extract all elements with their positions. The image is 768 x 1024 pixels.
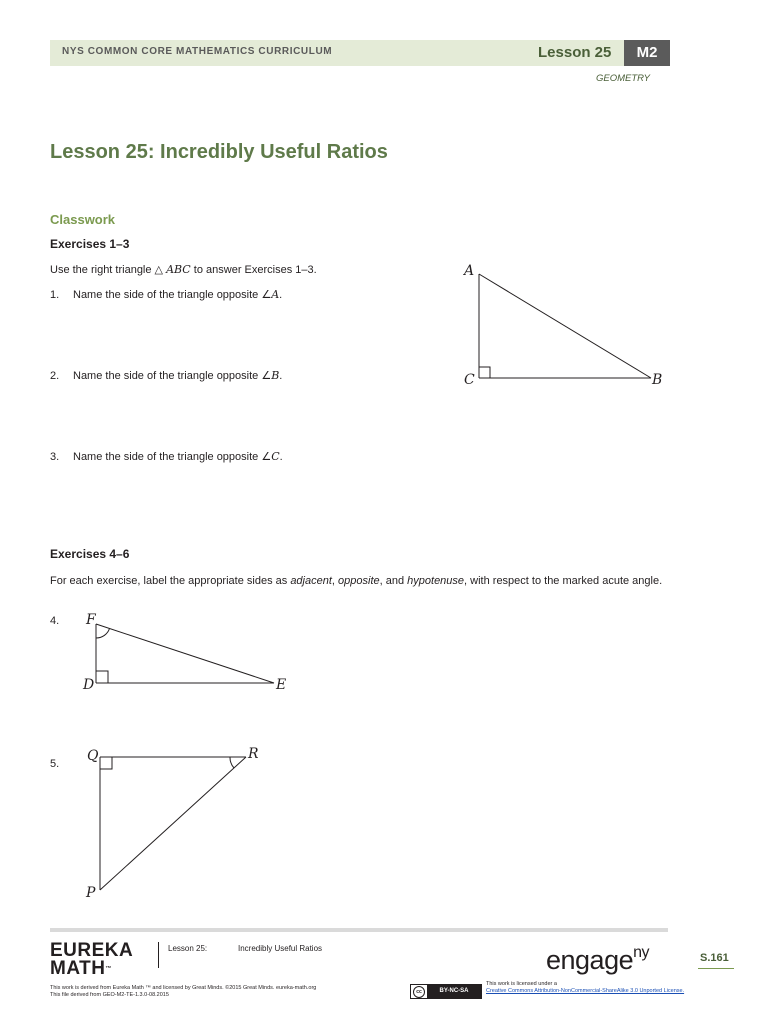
license-text [486,981,684,995]
separator: , and [379,575,408,587]
license-line-1: This work is licensed under a [486,981,557,987]
vertex-label-b: B [652,372,663,388]
side-rp [100,757,246,890]
side-ab [479,274,651,378]
exercise-period: . [279,451,283,463]
exercises-4-6-intro [50,573,670,589]
exercise-number: 1. [50,289,60,301]
intro-text-end: , with respect to the marked acute angle. [464,575,663,587]
trademark: ™ [105,966,112,972]
term-hypotenuse: hypotenuse [407,575,465,587]
curriculum-label: NYS COMMON CORE MATHEMATICS CURRICULUM [62,46,333,57]
exercises-1-3-heading: Exercises 1–3 [50,237,130,251]
credit-line-2: This file derived from GEO-M2-TE-1.3.0-08.2015 [50,992,169,998]
angle-arc-r [230,757,234,768]
side-fe [96,624,274,683]
vertex-label-a: A [464,263,475,279]
exercise-number: 2. [50,370,60,382]
page-number: S.161 [700,952,729,964]
cc-icon: cc [413,986,425,998]
classwork-heading: Classwork [50,212,116,227]
footer-credits [50,985,316,999]
exercises-1-3-intro [50,262,317,278]
cc-license-badge[interactable] [410,984,482,999]
term-opposite: opposite [338,575,380,587]
right-angle-marker [479,367,490,378]
separator: , [331,575,339,587]
module-badge: M2 [624,40,670,66]
vertex-label-d: D [83,677,95,693]
footer-lesson: Lesson 25: [168,944,208,953]
subject-label: GEOMETRY [596,73,651,84]
logo-line-1: EUREKA [50,940,134,961]
logo-engage: engage [546,945,634,975]
vertex-label-p: P [86,885,96,901]
intro-text: Use the right triangle △ [50,264,167,276]
triangle-qrp-diagram [85,745,260,900]
exercises-4-6-heading: Exercises 4–6 [50,547,130,561]
exercise-number: 3. [50,451,60,463]
vertex-label-f: F [86,612,96,628]
triangle-fde-diagram [80,612,290,692]
vertex-label-e: E [276,677,287,693]
exercise-prompt: Name the side of the triangle opposite ∠ [73,451,272,463]
exercise-variable: B [271,369,280,382]
exercise-period: . [279,370,283,382]
right-angle-marker [100,757,112,769]
exercise-text [73,449,283,465]
page-title: Lesson 25: Incredibly Useful Ratios [50,141,388,163]
logo-line-2: MATH [50,958,106,979]
exercise-1 [50,287,283,303]
footer-rule [50,928,668,932]
vertex-label-q: Q [87,748,99,764]
exercise-2 [50,368,283,384]
intro-text-end: to answer Exercises 1–3. [190,264,317,276]
exercise-3 [50,449,283,465]
exercise-text [73,287,282,303]
triangle-abc-diagram [455,260,675,395]
eureka-math-logo [50,942,133,978]
intro-variable: ABC [166,263,191,276]
vertex-label-c: C [464,372,475,388]
footer-topic: Incredibly Useful Ratios [238,944,323,953]
exercise-prompt: Name the side of the triangle opposite ∠ [73,370,272,382]
exercise-variable: C [271,450,280,463]
lesson-label: Lesson 25 [538,44,612,61]
angle-arc-f [96,629,110,639]
exercise-4-number: 4. [50,615,60,627]
license-link[interactable]: Creative Commons Attribution-NonCommercial-ShareAlike 3.0 Unported License. [486,988,685,994]
cc-badge-text: BY-NC-SA [427,985,481,998]
right-angle-marker [96,671,108,683]
footer-divider [158,942,159,968]
logo-ny: ny [633,944,650,961]
exercise-variable: A [271,288,280,301]
exercise-period: . [279,289,283,301]
vertex-label-r: R [248,746,259,762]
credit-line-1: This work is derived from Eureka Math ™ and licensed by Great Minds. ©2015 Great Minds. eureka-math.org [50,985,317,991]
exercise-5-number: 5. [50,758,60,770]
page-number-rule [698,968,734,969]
intro-text: For each exercise, label the appropriate sides as [50,575,291,587]
exercise-prompt: Name the side of the triangle opposite ∠ [73,289,272,301]
exercise-text [73,368,282,384]
engageny-logo [546,944,649,976]
term-adjacent: adjacent [290,575,332,587]
